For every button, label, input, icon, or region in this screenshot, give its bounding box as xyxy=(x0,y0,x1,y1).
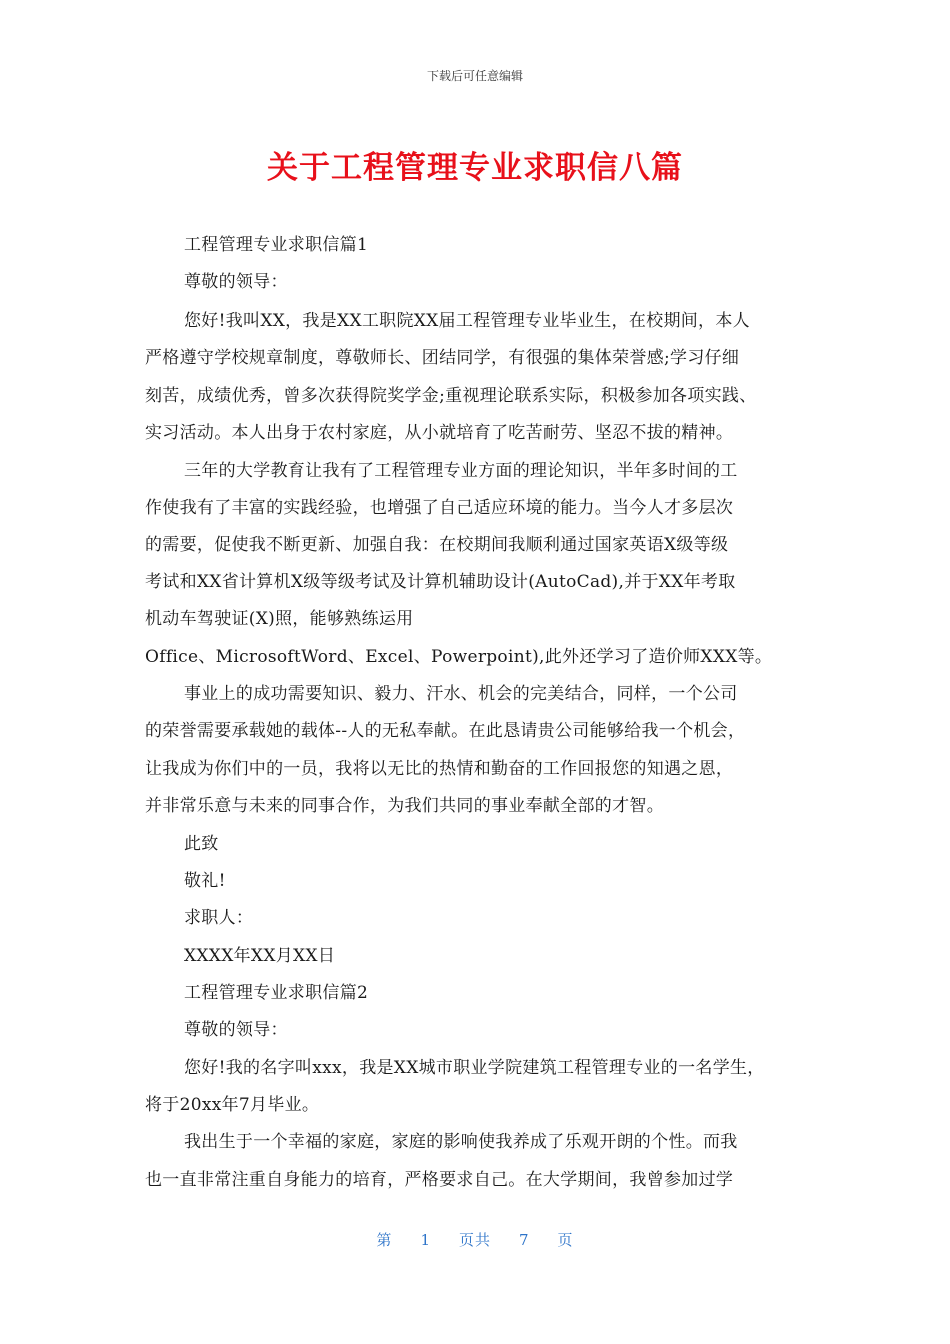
paragraph-line: 的荣誉需要承载她的载体--人的无私奉献。在此恳请贵公司能够给我一个机会， xyxy=(145,721,746,741)
paragraph-line: 机动车驾驶证(X)照，能够熟练运用 xyxy=(145,609,414,629)
date-line: XXXX年XX月XX日 xyxy=(184,946,336,966)
salutation: 尊敬的领导： xyxy=(184,1020,288,1040)
section-heading: 工程管理专业求职信篇1 xyxy=(184,235,369,255)
paragraph-line: 并非常乐意与未来的同事合作，为我们共同的事业奉献全部的才智。 xyxy=(145,796,664,816)
paragraph-line: 也一直非常注重自身能力的培育，严格要求自己。在大学期间，我曾参加过学 xyxy=(145,1170,734,1190)
closing-line: 敬礼! xyxy=(184,871,226,891)
paragraph-line: 您好!我叫XX，我是XX工职院XX届工程管理专业毕业生，在校期间，本人 xyxy=(184,311,750,331)
footer-page-mid: 页共 xyxy=(458,1231,491,1249)
document-title: 关于工程管理专业求职信八篇 xyxy=(267,150,683,186)
paragraph-line: 作使我有了丰富的实践经验，也增强了自己适应环境的能力。当今人才多层次 xyxy=(145,498,734,518)
paragraph-line: 事业上的成功需要知识、毅力、汗水、机会的完美结合，同样，一个公司 xyxy=(184,684,738,704)
paragraph-line: 将于20xx年7月毕业。 xyxy=(145,1095,320,1115)
footer-total-pages: 7 xyxy=(519,1231,530,1249)
signature-label: 求职人： xyxy=(184,908,254,928)
closing-line: 此致 xyxy=(184,834,219,854)
paragraph-line: 严格遵守学校规章制度，尊敬师长、团结同学，有很强的集体荣誉感;学习仔细 xyxy=(145,348,740,368)
footer-page-suffix: 页 xyxy=(557,1231,574,1249)
section-heading: 工程管理专业求职信篇2 xyxy=(184,983,369,1003)
paragraph-line: 我出生于一个幸福的家庭，家庭的影响使我养成了乐观开朗的个性。而我 xyxy=(184,1132,738,1152)
paragraph-line: 刻苦，成绩优秀，曾多次获得院奖学金;重视理论联系实际，积极参加各项实践、 xyxy=(145,386,757,406)
footer-page-number: 1 xyxy=(420,1231,431,1249)
salutation: 尊敬的领导： xyxy=(184,272,288,292)
paragraph-line: 的需要，促使我不断更新、加强自我：在校期间我顺利通过国家英语X级等级 xyxy=(145,535,729,555)
paragraph-line: 您好!我的名字叫xxx，我是XX城市职业学院建筑工程管理专业的一名学生， xyxy=(184,1058,765,1078)
header-note: 下载后可任意编辑 xyxy=(426,69,523,83)
footer-page-label: 第 xyxy=(376,1231,393,1249)
page-footer xyxy=(0,1229,950,1250)
paragraph-line: 三年的大学教育让我有了工程管理专业方面的理论知识，半年多时间的工 xyxy=(184,461,738,481)
paragraph-line: 实习活动。本人出身于农村家庭，从小就培育了吃苦耐劳、坚忍不拔的精神。 xyxy=(145,423,734,443)
paragraph-line: 考试和XX省计算机X级等级考试及计算机辅助设计(AutoCad),并于XX年考取 xyxy=(145,572,736,592)
paragraph-line: Office、MicrosoftWord、Excel、Powerpoint),此外还学习了造价师XXX等。 xyxy=(145,647,773,667)
paragraph-line: 让我成为你们中的一员，我将以无比的热情和勤奋的工作回报您的知遇之恩， xyxy=(145,759,734,779)
